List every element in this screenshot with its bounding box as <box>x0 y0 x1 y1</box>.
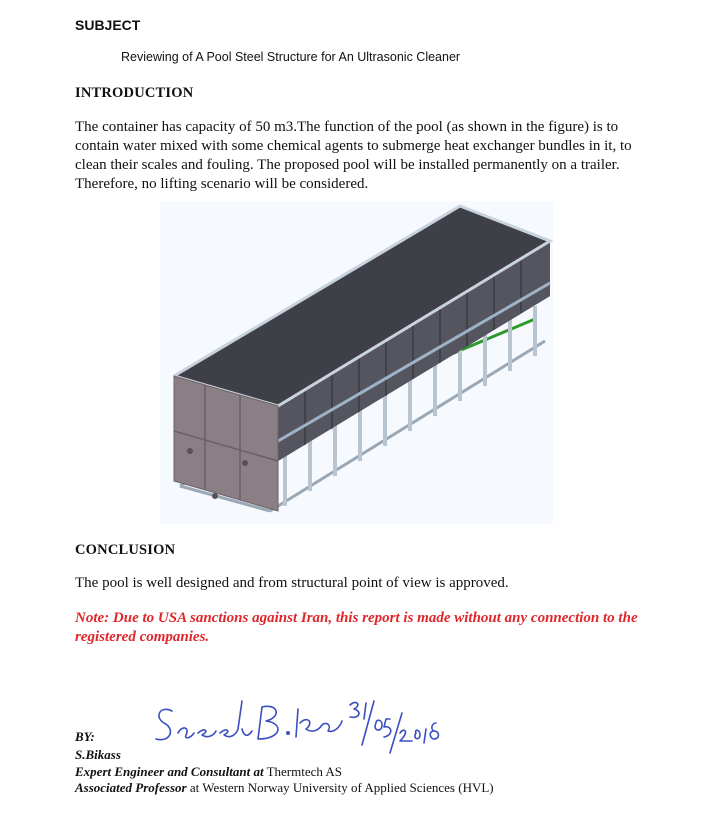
intro-line: contain water mixed with some chemical agents to submerge heat exchanger bundles in it, to <box>75 138 632 154</box>
sanctions-note <box>75 609 675 647</box>
subject-heading: SUBJECT <box>75 17 141 33</box>
role-1-org: Thermtech AS <box>263 764 343 779</box>
end-wall-nozzle <box>242 460 248 466</box>
intro-line: Therefore, no lifting scenario will be considered. <box>75 176 369 192</box>
role-1-title: Expert Engineer and Consultant at <box>75 764 264 779</box>
intro-line: The container has capacity of 50 m3.The function of the pool (as shown in the figure) is to <box>75 119 619 135</box>
introduction-paragraph <box>75 118 655 194</box>
pool-render-illustration <box>160 201 553 524</box>
signer-role-2 <box>75 779 494 796</box>
pool-structure-figure <box>160 201 553 524</box>
note-line: Note: Due to USA sanctions against Iran, this report is made without any connection to the <box>75 610 638 626</box>
end-wall-nozzle <box>212 493 218 499</box>
intro-line: clean their scales and fouling. The proposed pool will be installed permanently on a trailer. <box>75 157 620 173</box>
introduction-heading: INTRODUCTION <box>75 85 194 101</box>
signer-role-1 <box>75 763 342 780</box>
by-label: BY: <box>75 729 95 744</box>
note-line: registered companies. <box>75 629 210 645</box>
handwritten-signature <box>150 693 450 758</box>
end-wall-nozzle <box>187 448 193 454</box>
role-2-org: at Western Norway University of Applied Sciences (HVL) <box>186 780 494 795</box>
conclusion-heading: CONCLUSION <box>75 542 176 558</box>
conclusion-text: The pool is well designed and from structural point of view is approved. <box>75 575 509 591</box>
signer-name: S.Bikass <box>75 747 121 762</box>
subject-text: Reviewing of A Pool Steel Structure for An Ultrasonic Cleaner <box>121 50 461 64</box>
role-2-title: Associated Professor <box>75 780 187 795</box>
